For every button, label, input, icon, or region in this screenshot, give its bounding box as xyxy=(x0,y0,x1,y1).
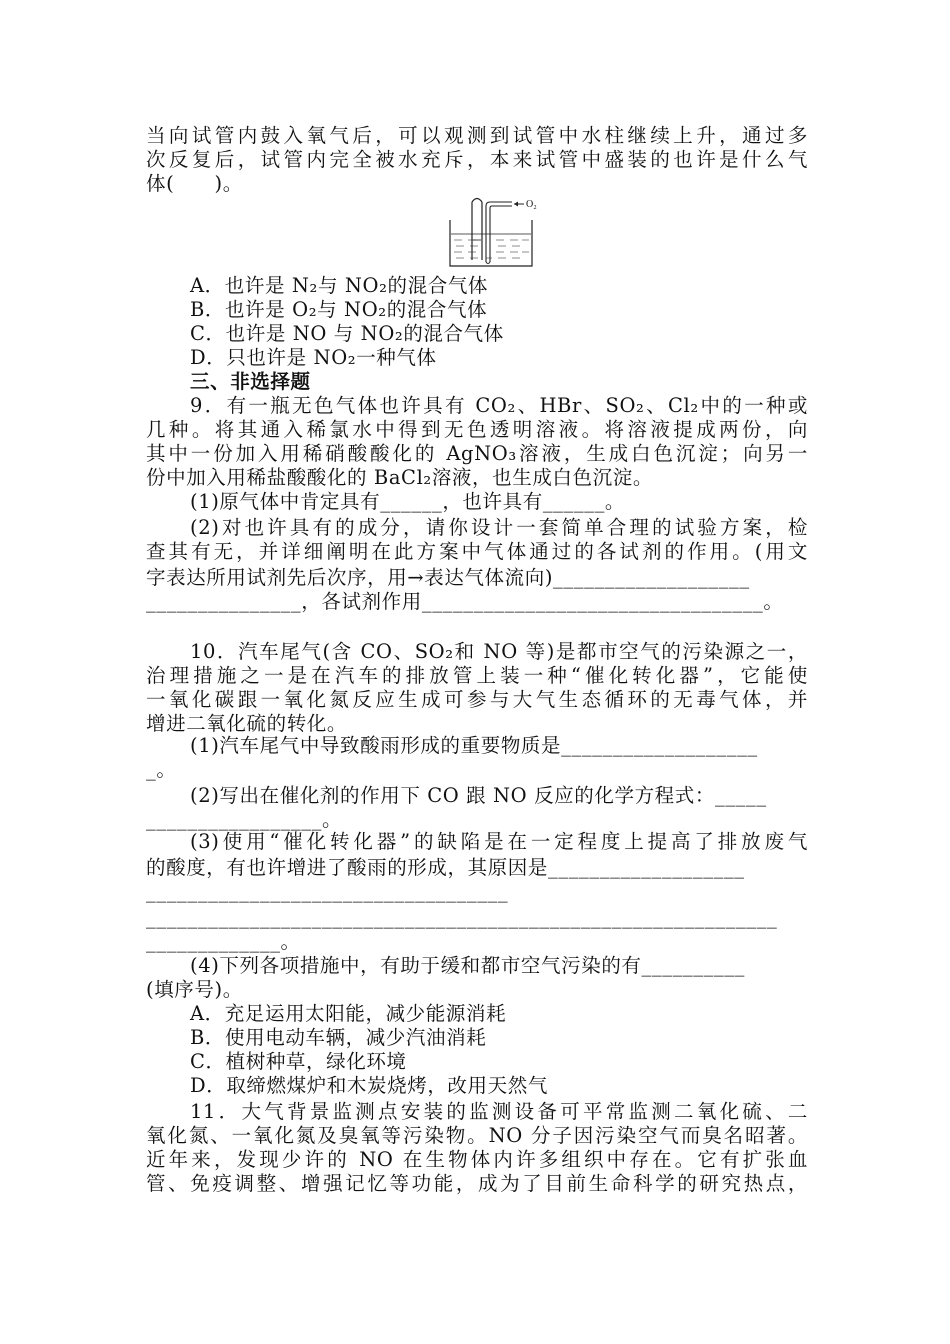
oxygen-label: O₂ xyxy=(526,199,537,210)
text-line: _____________。 xyxy=(146,930,301,953)
text-line: (2)对也许具有的成分，请你设计一套简单合理的试验方案，检 xyxy=(190,516,808,539)
option-c: C．植树种草，绿化环境 xyxy=(190,1050,407,1073)
text-line: 次反复后，试管内完全被水充斥，本来试管中盛装的也许是什么气 xyxy=(146,148,808,171)
text-line: (1)原气体中肯定具有______，也许具有______。 xyxy=(190,490,626,513)
text-line: (1)汽车尾气中导致酸雨形成的重要物质是___________________ xyxy=(190,734,758,757)
section-heading: 三、非选择题 xyxy=(190,370,311,393)
text-line: _。 xyxy=(146,758,177,781)
text-line: _________________。 xyxy=(146,808,343,831)
text-line: 氧化氮、一氧化氮及臭氧等污染物。NO 分子因污染空气而臭名昭著。 xyxy=(146,1124,808,1147)
option-c: C．也许是 NO 与 NO₂的混合气体 xyxy=(190,322,504,345)
option-d: D．只也许是 NO₂一种气体 xyxy=(190,346,437,369)
text-line: 近年来，发现少许的 NO 在生物体内许多组织中存在。它有扩张血 xyxy=(146,1148,808,1171)
option-b: B．也许是 O₂与 NO₂的混合气体 xyxy=(190,298,488,321)
question-9: 9．有一瓶无色气体也许具有 CO₂、HBr、SO₂、Cl₂中的一种或 xyxy=(190,394,808,417)
text-line: (2)写出在催化剂的作用下 CO 跟 NO 反应的化学方程式：_____ xyxy=(190,784,767,807)
option-d: D．取缔燃煤炉和木炭烧烤，改用天然气 xyxy=(190,1074,548,1097)
test-tube-in-beaker-diagram xyxy=(446,190,552,270)
text-line: 字表达所用试剂先后次序，用→表达气体流向)___________________ xyxy=(146,566,750,589)
text-line: 体( )。 xyxy=(146,172,243,195)
option-a: A．也许是 N₂与 NO₂的混合气体 xyxy=(190,274,489,297)
text-line: (3)使用“催化转化器”的缺陷是在一定程度上提高了排放废气 xyxy=(190,830,808,853)
apparatus-diagram xyxy=(446,190,552,270)
text-line: (填序号)。 xyxy=(146,978,243,1001)
text-line: (4)下列各项措施中，有助于缓和都市空气污染的有__________ xyxy=(190,954,746,977)
text-line: _____________________________________________________________ xyxy=(146,906,778,929)
text-line: 治理措施之一是在汽车的排放管上装一种“催化转化器”，它能使 xyxy=(146,664,808,687)
question-10: 10．汽车尾气(含 CO、SO₂和 NO 等)是都市空气的污染源之一， xyxy=(190,640,808,663)
question-11: 11．大气背景监测点安装的监测设备可平常监测二氧化硫、二 xyxy=(190,1100,808,1123)
text-line: 当向试管内鼓入氧气后，可以观测到试管中水柱继续上升，通过多 xyxy=(146,124,808,147)
text-line: 管、免疫调整、增强记忆等功能，成为了目前生命科学的研究热点， xyxy=(146,1172,808,1195)
text-line: 查其有无，并详细阐明在此方案中气体通过的各试剂的作用。(用文 xyxy=(146,540,808,563)
text-line: 的酸度，有也许增进了酸雨的形成，其原因是___________________ xyxy=(146,856,745,879)
option-a: A．充足运用太阳能，减少能源消耗 xyxy=(190,1002,507,1025)
option-b: B．使用电动车辆，减少汽油消耗 xyxy=(190,1026,487,1049)
text-line: 几种。将其通入稀氯水中得到无色透明溶液。将溶液提成两份，向 xyxy=(146,418,808,441)
text-line: 一氧化碳跟一氧化氮反应生成可参与大气生态循环的无毒气体，并 xyxy=(146,688,808,711)
text-line: 其中一份加入用稀硝酸酸化的 AgNO₃溶液，生成白色沉淀；向另一 xyxy=(146,442,808,465)
text-line: 增进二氧化硫的转化。 xyxy=(146,712,348,735)
text-line: 份中加入用稀盐酸酸化的 BaCl₂溶液，也生成白色沉淀。 xyxy=(146,466,653,489)
text-line: _______________，各试剂作用_________________________________。 xyxy=(146,590,784,613)
text-line: ___________________________________ xyxy=(146,880,509,903)
